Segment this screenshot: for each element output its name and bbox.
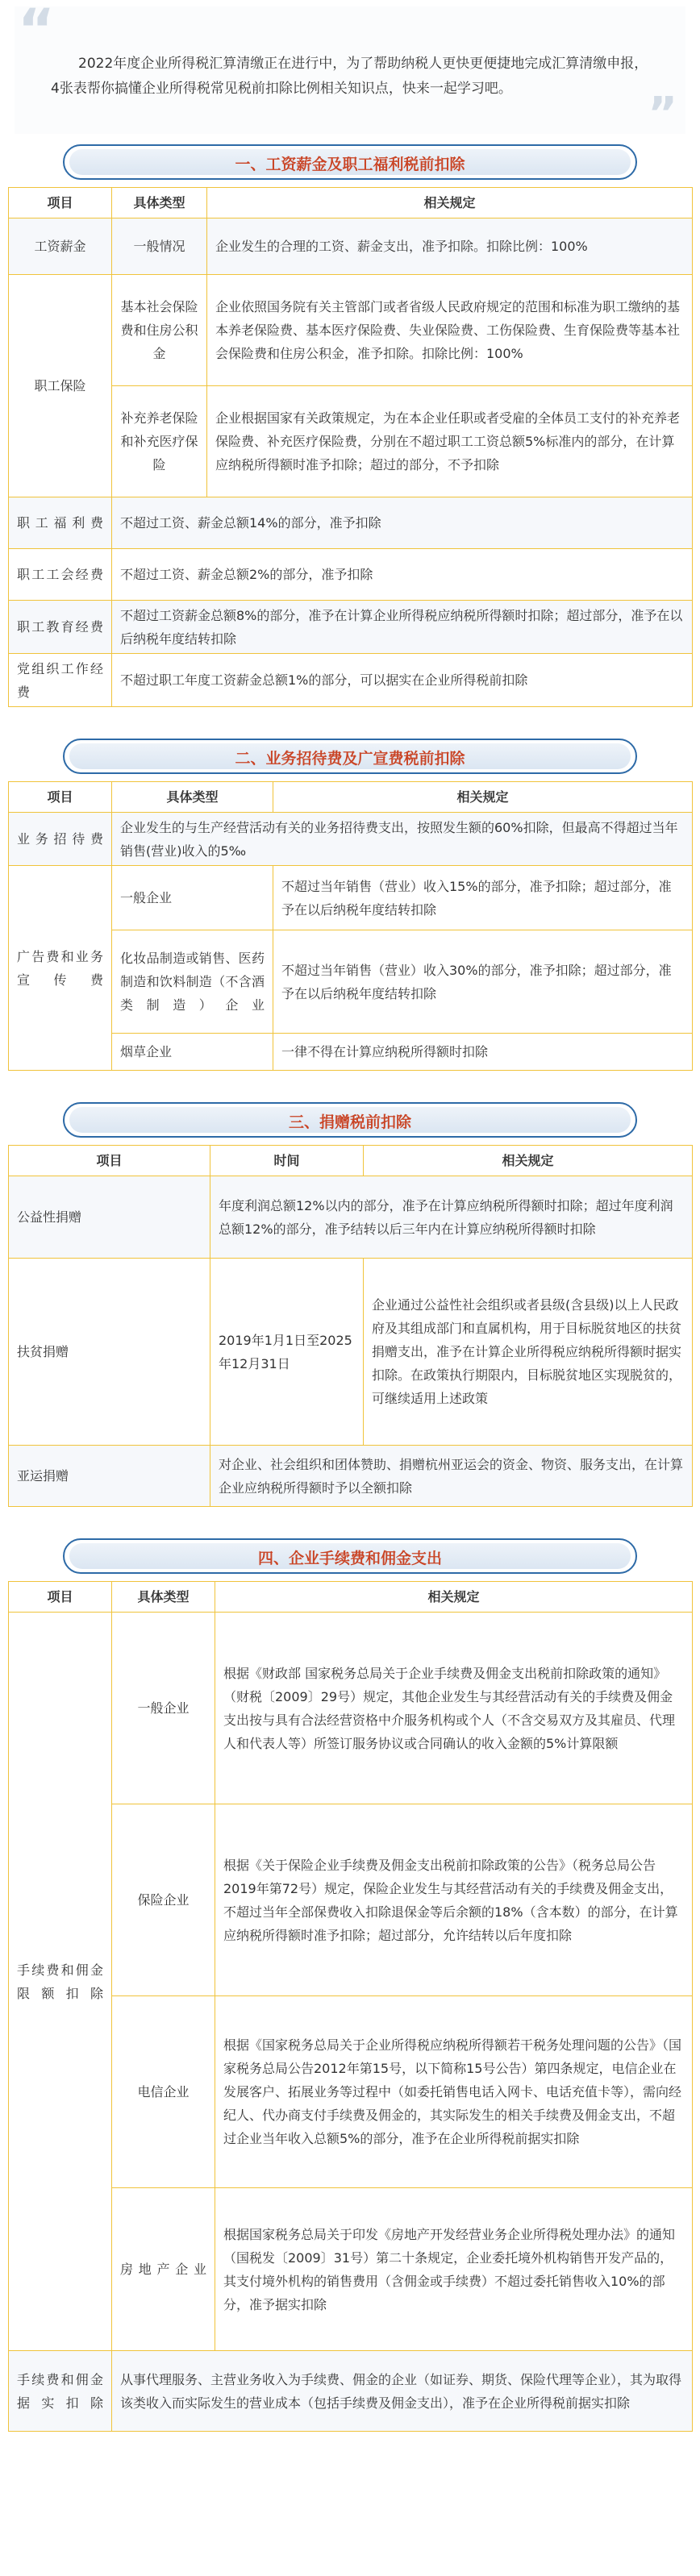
table-row	[9, 497, 693, 549]
item-cell: 业务招待费	[9, 813, 112, 866]
item-cell: 扶贫捐赠	[9, 1259, 210, 1446]
item-cell: 党组织工作经费	[9, 654, 112, 707]
rule-cell: 一律不得在计算应纳税所得额时扣除	[273, 1034, 693, 1071]
col-header-rule: 相关规定	[215, 1582, 693, 1613]
table-row	[9, 1996, 693, 2188]
section-3-banner	[0, 1100, 700, 1140]
rule-cell: 根据《财政部 国家税务总局关于企业手续费及佣金支出税前扣除政策的通知》（财税〔2009〕29号）规定，其他企业发生与其经营活动有关的手续费及佣金支出按与具有合法经营资格中介服务机构或个人（不含交易双方及其雇员、代理人和代表人等）所签订服务协议或合同确认的收入金额的5%计算限额	[215, 1613, 693, 1804]
rule-cell: 对企业、社会组织和团体赞助、捐赠杭州亚运会的资金、物资、服务支出，在计算企业应纳税所得额时予以全额扣除	[210, 1446, 693, 1507]
rule-cell: 不超过职工年度工资薪金总额1%的部分，可以据实在企业所得税前扣除	[112, 654, 693, 707]
col-header-rule: 相关规定	[364, 1146, 693, 1176]
table-row	[9, 601, 693, 654]
section-2-title: 二、业务招待费及广宣费税前扣除	[235, 750, 465, 768]
close-quote-icon: ”	[648, 88, 677, 140]
table-row	[9, 1804, 693, 1996]
table-header-row	[9, 782, 693, 813]
table-header-row	[9, 1146, 693, 1176]
col-header-rule: 相关规定	[207, 188, 693, 218]
table-header-row	[9, 188, 693, 218]
intro-text: 2022年度企业所得税汇算清缴正在进行中，为了帮助纳税人更快更便捷地完成汇算清缴申报，4张表帮你搞懂企业所得税常见税前扣除比例相关知识点，快来一起学习吧。	[51, 56, 648, 97]
rule-cell: 根据国家税务总局关于印发《房地产开发经营业务企业所得税处理办法》的通知（国税发〔2009〕31号）第二十条规定，企业委托境外机构销售开发产品的，其支付境外机构的销售费用（含佣金或手续费）不超过委托销售收入10%的部分，准予据实扣除	[215, 2188, 693, 2351]
table-row	[9, 1176, 693, 1259]
rule-cell: 企业发生的与生产经营活动有关的业务招待费支出，按照发生额的60%扣除，但最高不得超过当年销售(营业)收入的5‰	[112, 813, 693, 866]
section-4-table	[8, 1581, 693, 2432]
section-1-banner	[0, 142, 700, 182]
type-cell: 一般情况	[112, 218, 207, 275]
table-row	[9, 1613, 693, 1804]
col-header-item: 项目	[9, 782, 112, 813]
item-cell: 职工福利费	[9, 497, 112, 549]
table-row	[9, 386, 693, 497]
rule-cell: 根据《国家税务总局关于企业所得税应纳税所得额若干税务处理问题的公告》（国家税务总局公告2012年第15号，以下简称15号公告）第四条规定，电信企业在发展客户、拓展业务等过程中（如委托销售电话入网卡、电话充值卡等），需向经纪人、代办商支付手续费及佣金的，其实际发生的相关手续费及佣金支出，不超过企业当年收入总额5%的部分，准予在企业所得税前据实扣除	[215, 1996, 693, 2188]
rule-cell: 企业根据国家有关政策规定，为在本企业任职或者受雇的全体员工支付的补充养老保险费、补充医疗保险费，分别在不超过职工工资总额5%标准内的部分，在计算应纳税所得额时准予扣除；超过的部分，不予扣除	[207, 386, 693, 497]
table-row	[9, 1034, 693, 1071]
rule-cell: 不超过当年销售（营业）收入15%的部分，准予扣除；超过部分，准予在以后纳税年度结转扣除	[273, 866, 693, 930]
table-row	[9, 813, 693, 866]
item-cell: 职工教育经费	[9, 601, 112, 654]
rule-cell: 不超过工资、薪金总额2%的部分，准予扣除	[112, 549, 693, 601]
item-cell: 手续费和佣金据实扣除	[9, 2351, 112, 2432]
col-header-item: 项目	[9, 1582, 112, 1613]
open-quote-icon: “	[18, 0, 56, 63]
rule-cell: 企业依照国务院有关主管部门或者省级人民政府规定的范围和标准为职工缴纳的基本养老保险费、基本医疗保险费、失业保险费、工伤保险费、生育保险费等基本社会保险费和住房公积金，准予扣除。扣除比例：100%	[207, 275, 693, 386]
table-row	[9, 275, 693, 386]
rule-cell: 年度利润总额12%以内的部分，准予在计算应纳税所得额时扣除；超过年度利润总额12%的部分，准予结转以后三年内在计算应纳税所得额时扣除	[210, 1176, 693, 1259]
rule-cell: 不超过工资薪金总额8%的部分，准予在计算企业所得税应纳税所得额时扣除；超过部分，准予在以后纳税年度结转扣除	[112, 601, 693, 654]
section-3-title: 三、捐赠税前扣除	[288, 1113, 411, 1131]
rule-cell: 不超过当年销售（营业）收入30%的部分，准予扣除；超过部分，准予在以后纳税年度结转扣除	[273, 930, 693, 1034]
rule-cell: 根据《关于保险企业手续费及佣金支出税前扣除政策的公告》（税务总局公告2019年第72号）规定，保险企业发生与其经营活动有关的手续费及佣金支出，不超过当年全部保费收入扣除退保金等后余额的18%（含本数）的部分，在计算应纳税所得额时准予扣除；超过部分，允许结转以后年度扣除	[215, 1804, 693, 1996]
section-2-table	[8, 781, 693, 1071]
type-cell: 房地产企业	[112, 2188, 215, 2351]
col-header-rule: 相关规定	[273, 782, 693, 813]
section-1-table	[8, 187, 693, 707]
section-2-banner	[0, 736, 700, 776]
type-cell: 一般企业	[112, 866, 273, 930]
table-row	[9, 218, 693, 275]
table-row	[9, 1259, 693, 1446]
col-header-type: 具体类型	[112, 1582, 215, 1613]
item-cell: 工资薪金	[9, 218, 112, 275]
section-4-title: 四、企业手续费和佣金支出	[257, 1550, 442, 1567]
table-row	[9, 654, 693, 707]
intro-block	[15, 0, 685, 140]
item-cell: 亚运捐赠	[9, 1446, 210, 1507]
item-cell: 职工保险	[9, 275, 112, 497]
type-cell: 基本社会保险费和住房公积金	[112, 275, 207, 386]
rule-cell: 不超过工资、薪金总额14%的部分，准予扣除	[112, 497, 693, 549]
table-row	[9, 930, 693, 1034]
table-header-row	[9, 1582, 693, 1613]
section-3-table	[8, 1145, 693, 1507]
item-cell: 广告费和业务宣传费	[9, 866, 112, 1071]
rule-cell: 企业发生的合理的工资、薪金支出，准予扣除。扣除比例：100%	[207, 218, 693, 275]
type-cell: 保险企业	[112, 1804, 215, 1996]
table-row	[9, 2351, 693, 2432]
time-cell: 2019年1月1日至2025年12月31日	[210, 1259, 364, 1446]
col-header-type: 具体类型	[112, 782, 273, 813]
table-row	[9, 549, 693, 601]
item-cell: 手续费和佣金限额扣除	[9, 1613, 112, 2351]
table-row	[9, 866, 693, 930]
type-cell: 一般企业	[112, 1613, 215, 1804]
col-header-type: 具体类型	[112, 188, 207, 218]
type-cell: 化妆品制造或销售、医药制造和饮料制造（不含酒类制造）企业	[112, 930, 273, 1034]
type-cell: 烟草企业	[112, 1034, 273, 1071]
section-4-banner	[0, 1536, 700, 1576]
table-row	[9, 2188, 693, 2351]
type-cell: 电信企业	[112, 1996, 215, 2188]
col-header-time: 时间	[210, 1146, 364, 1176]
col-header-item: 项目	[9, 188, 112, 218]
type-cell: 补充养老保险和补充医疗保险	[112, 386, 207, 497]
rule-cell: 从事代理服务、主营业务收入为手续费、佣金的企业（如证券、期货、保险代理等企业），其为取得该类收入而实际发生的营业成本（包括手续费及佣金支出），准予在企业所得税前据实扣除	[112, 2351, 693, 2432]
rule-cell: 企业通过公益性社会组织或者县级(含县级)以上人民政府及其组成部门和直属机构，用于目标脱贫地区的扶贫捐赠支出，准予在计算企业所得税应纳税所得额时据实扣除。在政策执行期限内，目标脱贫地区实现脱贫的，可继续适用上述政策	[364, 1259, 693, 1446]
col-header-item: 项目	[9, 1146, 210, 1176]
section-1-title: 一、工资薪金及职工福利税前扣除	[235, 156, 465, 173]
item-cell: 公益性捐赠	[9, 1176, 210, 1259]
table-row	[9, 1446, 693, 1507]
item-cell: 职工工会经费	[9, 549, 112, 601]
